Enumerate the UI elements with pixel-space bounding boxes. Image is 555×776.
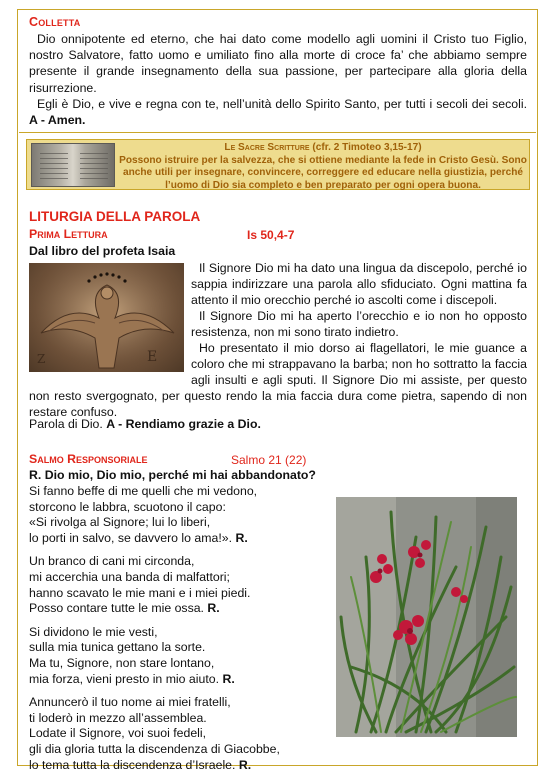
scritture-title: Le Sacre Scritture bbox=[224, 142, 310, 153]
verse-line: storcono le labbra, scuotono il capo: bbox=[29, 499, 226, 514]
section-divider bbox=[19, 132, 536, 133]
salmo-strofe bbox=[29, 484, 329, 776]
verse-line bbox=[29, 672, 329, 688]
liturgia-title: LITURGIA DELLA PAROLA bbox=[29, 209, 201, 224]
verse-line: gli dia gloria tutta la discendenza di Giacobbe, bbox=[29, 741, 280, 756]
verse-line bbox=[29, 758, 329, 774]
verse-line bbox=[29, 531, 329, 547]
strofa-1 bbox=[29, 484, 329, 546]
verse-text: mia forza, vieni presto in mio aiuto. bbox=[29, 671, 220, 686]
scritture-box bbox=[26, 139, 530, 190]
colletta-response: A - Amen. bbox=[29, 113, 86, 128]
lettura-paragraph-1: Il Signore Dio mi ha dato una lingua da discepolo, perché io sappia indirizzare una parola allo sfiduciato. Ogni mattina fa attento il mio orecchio perché io ascolti come i discepoli. bbox=[191, 261, 527, 307]
verse-text: Posso contare tutte le mie ossa. bbox=[29, 601, 204, 616]
open-book-image bbox=[31, 143, 115, 187]
svg-text:E: E bbox=[147, 349, 158, 365]
scritture-reference: (cfr. 2 Timoteo 3,15-17) bbox=[312, 142, 422, 153]
salmo-reference: Salmo 21 (22) bbox=[231, 453, 307, 467]
colletta-title: Colletta bbox=[29, 15, 81, 29]
scritture-body: Possono istruire per la salvezza, che si ottiene mediante la fede in Cristo Gesù. Sono anche utili per insegnare, convincere, correggere ed educare nella giustizia, perché l’uomo di Dio sia completo e ben preparato per ogni opera buona. bbox=[119, 154, 527, 191]
parola-di-dio-line bbox=[29, 417, 261, 431]
parola-response: A - Rendiamo grazie a Dio. bbox=[106, 417, 261, 431]
colletta-paragraph-2 bbox=[29, 96, 527, 128]
verse-line: «Si rivolga al Signore; lui lo liberi, bbox=[29, 515, 211, 530]
verse-text: lo porti in salvo, se davvero lo ama!». bbox=[29, 530, 233, 545]
response-mark: R. bbox=[207, 601, 220, 616]
verse-line bbox=[29, 601, 329, 617]
strofa-3 bbox=[29, 625, 329, 687]
prima-lettura-reference: Is 50,4-7 bbox=[247, 228, 295, 242]
verse-line: Ma tu, Signore, non stare lontano, bbox=[29, 655, 215, 670]
colletta-paragraph-2-text: Egli è Dio, e vive e regna con te, nell’unità dello Spirito Santo, per tutti i secoli dei secoli. bbox=[37, 96, 527, 111]
verse-line: sulla mia tunica gettano la sorte. bbox=[29, 640, 206, 655]
lettura-paragraph-2: Il Signore Dio mi ha aperto l’orecchio e io non ho opposto resistenza, non mi sono tirato indietro. bbox=[191, 309, 527, 339]
colletta-body bbox=[29, 31, 527, 128]
verse-line: Un branco di cani mi circonda, bbox=[29, 554, 195, 569]
verse-line: Annuncerò il tuo nome ai miei fratelli, bbox=[29, 695, 231, 710]
prima-lettura-text bbox=[29, 260, 527, 420]
red-flowers-photo bbox=[336, 497, 517, 737]
salmo-ritornello: R. Dio mio, Dio mio, perché mi hai abbandonato? bbox=[29, 468, 316, 482]
verse-line: mi accerchia una banda di malfattori; bbox=[29, 569, 230, 584]
verse-text: lo tema tutta la discendenza d’Israele. bbox=[29, 757, 236, 772]
scritture-text bbox=[119, 142, 527, 192]
svg-text:Z: Z bbox=[37, 352, 46, 366]
verse-line: Lodate il Signore, voi suoi fedeli, bbox=[29, 726, 207, 741]
response-mark: R. bbox=[235, 530, 248, 545]
lettura-paragraph-3: Ho presentato il mio dorso ai flagellatori, le mie guance a coloro che mi strappavano la barba; non ho sottratto la faccia agli insulti e agli sputi. Il Signore Dio mi assiste, per questo non resto svergognato, per questo rendo la mia faccia dura come pietra, sapendo di non restare confuso. bbox=[29, 341, 527, 419]
prima-lettura-source: Dal libro del profeta Isaia bbox=[29, 244, 176, 258]
strofa-2 bbox=[29, 554, 329, 616]
verse-line: Si fanno beffe di me quelli che mi vedono, bbox=[29, 484, 258, 498]
verse-line: Si dividono le mie vesti, bbox=[29, 624, 158, 639]
parola-closing: Parola di Dio. bbox=[29, 417, 103, 431]
salmo-title: Salmo Responsoriale bbox=[29, 452, 148, 466]
response-mark: R. bbox=[222, 671, 235, 686]
verse-line: ti loderò in mezzo all’assemblea. bbox=[29, 710, 207, 725]
prima-lettura-title: Prima Lettura bbox=[29, 227, 108, 241]
response-mark: R. bbox=[238, 757, 252, 772]
strofa-4 bbox=[29, 695, 329, 773]
colletta-paragraph-1: Dio onnipotente ed eterno, che hai dato come modello agli uomini il Cristo tuo Figlio, nostro Salvatore, fatto uomo e umiliato fino alla morte di croce fa’ che abbiamo sempre presente il grande insegnamento della sua passione, per partecipare alla gloria della risurrezione. bbox=[29, 32, 527, 95]
verse-line: hanno scavato le mie mani e i miei piedi. bbox=[29, 585, 251, 600]
